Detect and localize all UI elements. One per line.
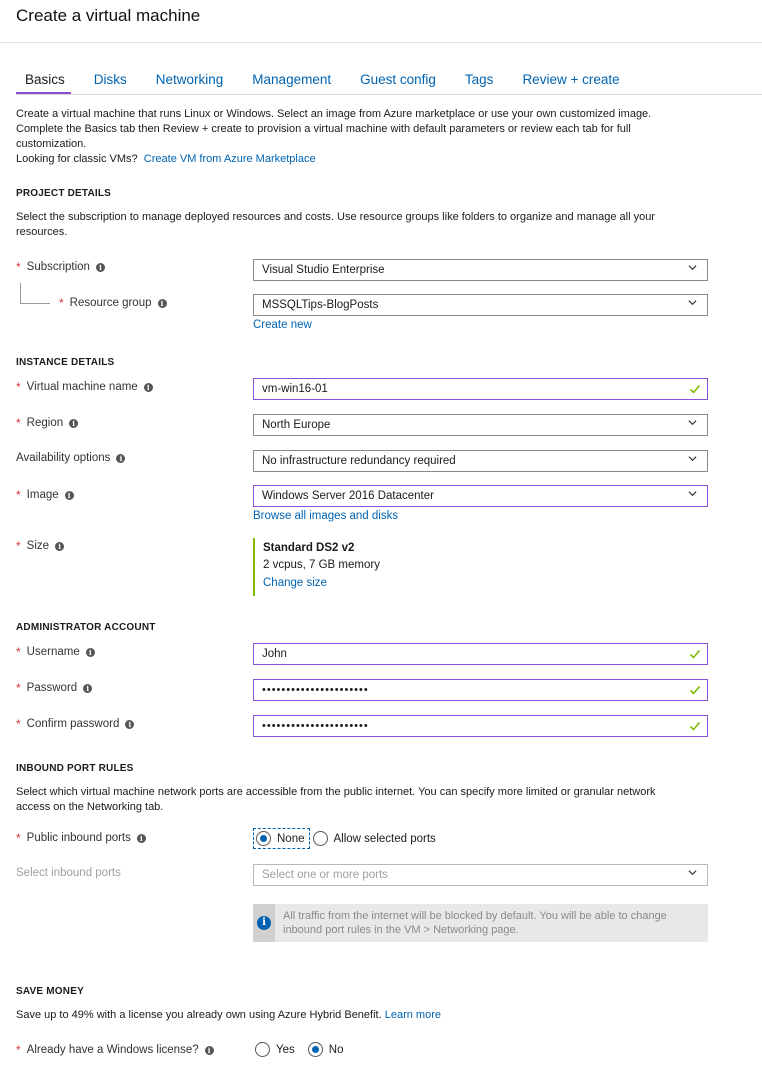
required-asterisk: * [16, 488, 21, 502]
inbound-rules-heading: INBOUND PORT RULES [16, 763, 134, 774]
browse-images-link[interactable]: Browse all images and disks [253, 510, 399, 522]
save-money-desc-row: Save up to 49% with a license you already own using Azure Hybrid Benefit. Learn more [16, 1009, 441, 1021]
image-label: * Image i [16, 488, 74, 502]
password-label: * Password i [16, 681, 92, 695]
radio-option-yes[interactable]: Yes [255, 1042, 295, 1057]
radio-yes[interactable] [255, 1042, 270, 1057]
title-divider [0, 42, 762, 43]
radio-option-allow-selected[interactable]: Allow selected ports [313, 831, 436, 846]
page-title: Create a virtual machine [16, 6, 201, 25]
admin-account-heading: ADMINISTRATOR ACCOUNT [16, 622, 156, 633]
username-label: * Username i [16, 645, 95, 659]
save-money-heading: SAVE MONEY [16, 986, 84, 997]
info-icon[interactable]: i [55, 542, 64, 551]
change-size-link[interactable]: Change size [263, 577, 327, 589]
checkmark-icon [689, 720, 701, 732]
chevron-down-icon [688, 868, 697, 877]
windows-license-radio-group [255, 1042, 343, 1057]
inbound-info-banner [253, 904, 708, 942]
tab-management[interactable]: Management [252, 72, 332, 87]
info-icon[interactable]: i [96, 263, 105, 272]
required-asterisk: * [16, 416, 21, 430]
public-inbound-ports-label: * Public inbound ports i [16, 831, 146, 845]
chevron-down-icon [688, 418, 697, 427]
info-icon: i [257, 916, 271, 930]
tree-connector [20, 303, 50, 304]
required-asterisk: * [16, 645, 21, 659]
info-icon[interactable]: i [83, 684, 92, 693]
password-input[interactable]: •••••••••••••••••••••• [253, 679, 708, 701]
radio-no[interactable] [308, 1042, 323, 1057]
chevron-down-icon [688, 454, 697, 463]
checkmark-icon [689, 383, 701, 395]
availability-label: Availability options i [16, 452, 125, 464]
vm-size-summary [253, 538, 453, 596]
confirm-password-label: * Confirm password i [16, 717, 134, 731]
intro-line-3: customization. [16, 138, 87, 150]
vm-name-input[interactable]: vm-win16-01 [253, 378, 708, 400]
info-icon[interactable]: i [158, 299, 167, 308]
required-asterisk: * [16, 717, 21, 731]
username-input[interactable]: John [253, 643, 708, 665]
info-icon[interactable]: i [69, 419, 78, 428]
region-select[interactable]: North Europe [253, 414, 708, 436]
required-asterisk: * [16, 260, 21, 274]
size-label: * Size i [16, 539, 64, 553]
instance-details-heading: INSTANCE DETAILS [16, 357, 115, 368]
size-spec: 2 vcpus, 7 GB memory [263, 559, 380, 571]
required-asterisk: * [16, 681, 21, 695]
region-label: * Region i [16, 416, 78, 430]
radio-option-no[interactable]: No [308, 1042, 344, 1057]
subscription-select[interactable]: Visual Studio Enterprise [253, 259, 708, 281]
learn-more-link[interactable]: Learn more [384, 1009, 441, 1021]
chevron-down-icon [688, 298, 697, 307]
availability-select[interactable]: No infrastructure redundancy required [253, 450, 708, 472]
resource-group-label: * Resource group i [59, 296, 167, 310]
radio-option-none[interactable]: None [253, 828, 310, 849]
tree-connector [20, 283, 21, 303]
info-icon[interactable]: i [125, 720, 134, 729]
classic-vms-prefix: Looking for classic VMs? [16, 153, 138, 165]
public-inbound-ports-radio-group [253, 828, 436, 849]
info-icon[interactable]: i [86, 648, 95, 657]
project-details-heading: PROJECT DETAILS [16, 188, 112, 199]
select-inbound-ports-label: Select inbound ports [16, 867, 121, 879]
required-asterisk: * [16, 539, 21, 553]
image-select[interactable]: Windows Server 2016 Datacenter [253, 485, 708, 507]
confirm-password-input[interactable]: •••••••••••••••••••••• [253, 715, 708, 737]
radio-none[interactable] [256, 831, 271, 846]
tab-bar [16, 72, 640, 94]
info-icon[interactable]: i [205, 1046, 214, 1055]
windows-license-label: * Already have a Windows license? i [16, 1043, 214, 1057]
vm-name-label: * Virtual machine name i [16, 380, 153, 394]
checkmark-icon [689, 684, 701, 696]
required-asterisk: * [59, 296, 64, 310]
create-new-resource-group-link[interactable]: Create new [253, 319, 312, 331]
info-icon[interactable]: i [144, 383, 153, 392]
subscription-label: * Subscription i [16, 260, 105, 274]
create-vm-marketplace-link[interactable]: Create VM from Azure Marketplace [143, 153, 316, 165]
tab-tags[interactable]: Tags [464, 72, 494, 87]
tabs-divider [16, 94, 762, 95]
intro-line-2: Complete the Basics tab then Review + create to provision a virtual machine with default parameters or review each tab for full [16, 123, 631, 135]
size-name: Standard DS2 v2 [263, 542, 355, 554]
info-icon[interactable]: i [116, 454, 125, 463]
inbound-desc-1: Select which virtual machine network ports are accessible from the public internet. You can specify more limited or granular network [16, 786, 656, 798]
info-icon[interactable]: i [65, 491, 74, 500]
required-asterisk: * [16, 380, 21, 394]
chevron-down-icon [688, 263, 697, 272]
project-desc-1: Select the subscription to manage deployed resources and costs. Use resource groups like folders to organize and manage all your [16, 211, 655, 223]
tab-review-create[interactable]: Review + create [522, 72, 620, 87]
radio-allow-selected[interactable] [313, 831, 328, 846]
info-bar [253, 904, 275, 942]
required-asterisk: * [16, 1043, 21, 1057]
select-inbound-ports-select[interactable]: Select one or more ports [253, 864, 708, 886]
tab-basics[interactable]: Basics [25, 72, 65, 87]
required-asterisk: * [16, 831, 21, 845]
project-desc-2: resources. [16, 226, 68, 238]
tab-guest-config[interactable]: Guest config [360, 72, 436, 87]
intro-line-1: Create a virtual machine that runs Linux or Windows. Select an image from Azure marketplace or use your own customized image. [16, 108, 652, 120]
inbound-desc-2: access on the Networking tab. [16, 801, 164, 813]
classic-vms-row [16, 152, 316, 167]
checkmark-icon [689, 648, 701, 660]
chevron-down-icon [688, 489, 697, 498]
info-icon[interactable]: i [137, 834, 146, 843]
info-banner-text: All traffic from the internet will be blocked by default. You will be able to change inbound port rules in the VM > Networking page. [283, 910, 667, 936]
tab-networking[interactable]: Networking [155, 72, 224, 87]
tab-disks[interactable]: Disks [93, 72, 127, 87]
resource-group-select[interactable]: MSSQLTips-BlogPosts [253, 294, 708, 316]
